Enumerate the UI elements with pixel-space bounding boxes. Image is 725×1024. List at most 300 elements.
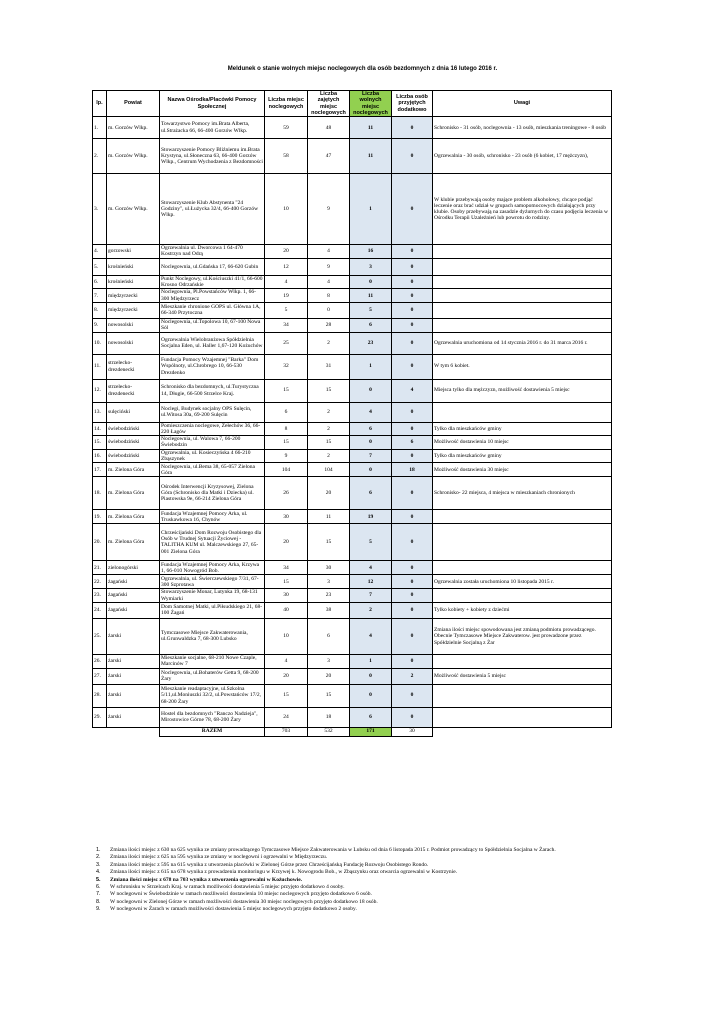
cell-powiat: m. Zielona Góra: [107, 463, 160, 477]
cell-wolne: 11: [350, 117, 392, 139]
table-row: [93, 302, 612, 318]
document-title: Meldunek o stanie wolnych miejsc noclegowych dla osób bezdomnych z dnia 16 lutego 2016 r.: [227, 66, 498, 72]
cell-miejsca: 30: [265, 589, 308, 603]
cell-wolne: 6: [350, 422, 392, 436]
cell-lp: 11.: [93, 354, 107, 379]
cell-zajete: 2: [308, 422, 350, 436]
cell-wolne: 23: [350, 332, 392, 354]
cell-nazwa: Mieszkanie socjalne, 68-210 Nowe Czaple, Marcinów 7: [160, 654, 265, 668]
note-text: W schronisku w Strzelcach Kraj. w ramach możliwości dostawienia 5 miejsc przyjęto dodatkowo 4 osoby.: [110, 884, 345, 891]
cell-wolne: 4: [350, 618, 392, 654]
cell-miejsca: 25: [265, 332, 308, 354]
cell-lp: 22.: [93, 575, 107, 589]
cell-uwagi: Tylko dla mieszkańców gminy: [433, 422, 612, 436]
cell-uwagi: Możliwość dostawienia 5 miejsc: [433, 668, 612, 684]
cell-powiat: żarski: [107, 707, 160, 727]
cell-nazwa: Noclegownia, ul.Topolowa 10, 67-100 Nowa Sól: [160, 318, 265, 332]
table-row: [93, 174, 612, 245]
cell-zajete: 47: [308, 139, 350, 174]
cell-lp: 17.: [93, 463, 107, 477]
cell-dodatkowe: 0: [392, 707, 433, 727]
cell-powiat: sulęciński: [107, 402, 160, 422]
cell-dodatkowe: 0: [392, 575, 433, 589]
table-body: [93, 117, 612, 727]
cell-powiat: żarski: [107, 618, 160, 654]
cell-lp: 21.: [93, 561, 107, 575]
cell-nazwa: Noclegownia, ul.Bohaterów Getta 9, 68-200 Żary: [160, 668, 265, 684]
cell-uwagi: [433, 302, 612, 318]
cell-dodatkowe: 2: [392, 668, 433, 684]
cell-uwagi: Ogrzewalnia - 30 osób, schronisko - 23 osób (6 kobiet, 17 mężczyzn),: [433, 139, 612, 174]
cell-lp: 27.: [93, 668, 107, 684]
cell-miejsca: 15: [265, 436, 308, 450]
header-powiat: Powiat: [107, 91, 160, 117]
cell-dodatkowe: 0: [392, 258, 433, 275]
cell-uwagi: Tylko dla mieszkańców gminy: [433, 449, 612, 463]
table-row: [93, 510, 612, 524]
cell-powiat: strzelecko-drezdenecki: [107, 354, 160, 379]
cell-uwagi: Miejsca tylko dla mężczyzn, możliwość dostawienia 5 miejsc: [433, 379, 612, 402]
cell-wolne: 12: [350, 575, 392, 589]
note-text: W noclegowni w Żarach w ramach możliwości dostawienia 5 miejsc noclegowych przyjęto dodatkowo 2 osoby.: [110, 906, 357, 913]
cell-lp: 18.: [93, 477, 107, 510]
cell-zajete: 28: [308, 318, 350, 332]
note-text: Zmiana ilości miejsc z 625 na 595 wynika ze zmiany w noclegowni i ogrzewalni w Międzyrzeczu.: [110, 854, 328, 861]
note-number: 6.: [96, 884, 101, 891]
cell-lp: 2.: [93, 139, 107, 174]
cell-nazwa: Noclegownia, ul.Gdańska 17, 66-620 Gubin: [160, 258, 265, 275]
cell-uwagi: W klubie przebywają osoby mające problem alkoholowy, chcące podjąć leczenie oraz brać udział w grupach samopomocowych działających przy klubie. Osoby przebywają na zasadzie dyżurnych do czasu podjęcia leczenia w Ośrodku Terapii Uzależnień lub powrotu do rodziny.: [433, 174, 612, 245]
cell-uwagi: [433, 402, 612, 422]
cell-lp: 8.: [93, 302, 107, 318]
cell-dodatkowe: 0: [392, 684, 433, 707]
cell-uwagi: Schronisko- 22 miejsca, 4 miejsca w mieszkaniach chronionych: [433, 477, 612, 510]
cell-dodatkowe: 0: [392, 477, 433, 510]
cell-dodatkowe: 0: [392, 422, 433, 436]
cell-miejsca: 30: [265, 510, 308, 524]
header-liczba-miejsc: Liczba miejsc noclegowych: [265, 91, 308, 117]
cell-nazwa: Noclegownia, Pl.Powstańców Wlkp. 1, 66-300 Międzyrzecz: [160, 289, 265, 303]
notes-list: [96, 847, 696, 914]
cell-zajete: 3: [308, 654, 350, 668]
cell-miejsca: 12: [265, 258, 308, 275]
cell-dodatkowe: 0: [392, 449, 433, 463]
cell-zajete: 4: [308, 245, 350, 259]
cell-powiat: żagański: [107, 575, 160, 589]
table-row: [93, 654, 612, 668]
cell-zajete: 15: [308, 379, 350, 402]
cell-nazwa: Fundacja Pomocy Wzajemnej "Barka" Dom Wspólnoty, ul.Chrobrego 10, 66-530 Drezdenko: [160, 354, 265, 379]
cell-dodatkowe: 0: [392, 589, 433, 603]
cell-nazwa: Fundacja Wzajemnej Pomocy Arka, ul. Truskawkowa 16, Chynów: [160, 510, 265, 524]
cell-wolne: 4: [350, 402, 392, 422]
table-row: [93, 436, 612, 450]
cell-wolne: 1: [350, 654, 392, 668]
cell-zajete: 48: [308, 117, 350, 139]
cell-powiat: m. Zielona Góra: [107, 524, 160, 561]
cell-powiat: świebodziński: [107, 436, 160, 450]
note-number: 8.: [96, 898, 101, 905]
table-row: [93, 449, 612, 463]
cell-uwagi: W tym 6 kobiet.: [433, 354, 612, 379]
cell-powiat: m. Zielona Góra: [107, 510, 160, 524]
cell-miejsca: 5: [265, 302, 308, 318]
note-item: [96, 906, 696, 913]
cell-wolne: 3: [350, 258, 392, 275]
cell-powiat: gorzowski: [107, 245, 160, 259]
cell-zajete: 6: [308, 618, 350, 654]
cell-powiat: świebodziński: [107, 449, 160, 463]
cell-wolne: 6: [350, 707, 392, 727]
cell-nazwa: Tymczasowe Miejsce Zakwaterowania, ul.Grunwaldzka 7, 68-300 Lubsko: [160, 618, 265, 654]
cell-zajete: 2: [308, 449, 350, 463]
cell-nazwa: Hostel dla bezdomnych "Ranczo Nadzieja", Mirostowice Górne 78, 68-200 Żary: [160, 707, 265, 727]
cell-uwagi: Możliwość dostawienia 30 miejsc: [433, 463, 612, 477]
cell-powiat: m. Zielona Góra: [107, 477, 160, 510]
header-wolne: Liczba wolnych miejsc noclegowych: [350, 91, 392, 117]
cell-lp: 25.: [93, 618, 107, 654]
cell-zajete: 15: [308, 684, 350, 707]
cell-miejsca: 15: [265, 379, 308, 402]
cell-uwagi: [433, 275, 612, 289]
cell-lp: 13.: [93, 402, 107, 422]
cell-nazwa: Stowarzyszenie Pomocy Bliźniemu im.Brata Krystyna, ul.Słoneczna 63, 66-400 Gorzów Wlkp., Centrum Wychodzenia z Bezdomności: [160, 139, 265, 174]
cell-miejsca: 8: [265, 422, 308, 436]
table-row: [93, 354, 612, 379]
total-spacer: [93, 727, 107, 736]
cell-dodatkowe: 0: [392, 654, 433, 668]
cell-powiat: międzyrzecki: [107, 302, 160, 318]
cell-miejsca: 32: [265, 354, 308, 379]
cell-nazwa: Ogrzewalnia, ul. Kosieczyńska 4 66-210 Zbąszynek: [160, 449, 265, 463]
cell-zajete: 38: [308, 602, 350, 618]
cell-lp: 23.: [93, 589, 107, 603]
cell-wolne: 11: [350, 289, 392, 303]
cell-uwagi: [433, 589, 612, 603]
table-row: [93, 618, 612, 654]
cell-lp: 15.: [93, 436, 107, 450]
cell-dodatkowe: 0: [392, 561, 433, 575]
cell-uwagi: [433, 510, 612, 524]
cell-zajete: 9: [308, 258, 350, 275]
cell-wolne: 0: [350, 668, 392, 684]
cell-wolne: 6: [350, 477, 392, 510]
cell-powiat: nowosolski: [107, 318, 160, 332]
header-zajete: Liczba zajętych miejsc noclegowych: [308, 91, 350, 117]
cell-nazwa: Chrześcijański Dom Rozwoju Osobistego dla Osób w Trudnej Sytuacji Życiowej - TALITHA KUM ul. Malczewskiego 27, 65-001 Zielona Góra: [160, 524, 265, 561]
cell-miejsca: 10: [265, 174, 308, 245]
table-row: [93, 139, 612, 174]
cell-lp: 16.: [93, 449, 107, 463]
cell-wolne: 11: [350, 139, 392, 174]
cell-wolne: 4: [350, 561, 392, 575]
header-dodatkowe: Liczba osób przyjętych dodatkowo: [392, 91, 433, 117]
cell-wolne: 1: [350, 354, 392, 379]
note-text: Zmiana ilości miejsc z 678 na 703 wynika z utworzenia ogrzewalni w Kożuchowie.: [110, 876, 303, 883]
cell-lp: 19.: [93, 510, 107, 524]
cell-zajete: 15: [308, 436, 350, 450]
cell-powiat: m. Gorzów Wlkp.: [107, 139, 160, 174]
cell-lp: 29.: [93, 707, 107, 727]
cell-zajete: 9: [308, 174, 350, 245]
cell-miejsca: 34: [265, 561, 308, 575]
cell-zajete: 104: [308, 463, 350, 477]
cell-uwagi: [433, 654, 612, 668]
cell-dodatkowe: 0: [392, 354, 433, 379]
table-row: [93, 561, 612, 575]
cell-uwagi: [433, 561, 612, 575]
cell-miejsca: 4: [265, 275, 308, 289]
cell-wolne: 0: [350, 436, 392, 450]
cell-nazwa: Noclegownia, ul.Bema 38, 65-057 Zielona Góra: [160, 463, 265, 477]
cell-wolne: 2: [350, 602, 392, 618]
cell-miejsca: 34: [265, 318, 308, 332]
cell-dodatkowe: 0: [392, 139, 433, 174]
cell-powiat: żagański: [107, 589, 160, 603]
cell-miejsca: 6: [265, 402, 308, 422]
cell-wolne: 5: [350, 302, 392, 318]
cell-nazwa: Schronisko dla bezdomnych, ul.Turystyczna 14, Długie, 66-500 Strzelce Kraj.: [160, 379, 265, 402]
note-number: 3.: [96, 861, 101, 868]
cell-wolne: 16: [350, 245, 392, 259]
note-item: [96, 891, 696, 898]
cell-uwagi: [433, 684, 612, 707]
table-row: [93, 422, 612, 436]
note-number: 5.: [96, 876, 101, 883]
cell-nazwa: Mieszkanie readaptacyjne, ul.Szkolna 5/11,ul.Moniuszki 32/2, ul.Powstańców 17/2, 68-200 Żary: [160, 684, 265, 707]
cell-nazwa: Fundacja Wzajemnej Pomocy Arka, Krzywa 1, 66-010 Nowogród Bob.: [160, 561, 265, 575]
cell-zajete: 2: [308, 332, 350, 354]
cell-dodatkowe: 0: [392, 524, 433, 561]
header-nazwa: Nazwa Ośrodka/Placówki Pomocy Społecznej: [160, 91, 265, 117]
cell-zajete: 8: [308, 289, 350, 303]
cell-powiat: zielonogórski: [107, 561, 160, 575]
cell-nazwa: Noclegi, Budynek socjalny OPS Sulęcin, ul.Witosa 30a, 69-200 Sulęcin: [160, 402, 265, 422]
table-row: [93, 117, 612, 139]
cell-lp: 6.: [93, 275, 107, 289]
table-row: [93, 289, 612, 303]
cell-dodatkowe: 0: [392, 510, 433, 524]
cell-wolne: 5: [350, 524, 392, 561]
note-item: [96, 877, 696, 884]
note-item: [96, 869, 696, 876]
table-row: [93, 275, 612, 289]
cell-miejsca: 104: [265, 463, 308, 477]
table-row: [93, 245, 612, 259]
total-label: RAZEM: [160, 727, 265, 736]
cell-powiat: międzyrzecki: [107, 289, 160, 303]
table-row: [93, 602, 612, 618]
cell-zajete: 0: [308, 302, 350, 318]
cell-nazwa: Ogrzewalnia Wielobranżowa Spółdzielnia Socjalna Eden, ul. Haller 1,67-120 Kożuchów: [160, 332, 265, 354]
total-zajete: 532: [308, 727, 350, 736]
cell-miejsca: 10: [265, 618, 308, 654]
cell-dodatkowe: 0: [392, 245, 433, 259]
cell-dodatkowe: 18: [392, 463, 433, 477]
cell-nazwa: Ośrodek Interwencji Kryzysowej, Zielona Góra (Schronisko dla Matki i Dziecka) ul. Piastowska 9e, 66-214 Zielona Góra: [160, 477, 265, 510]
cell-powiat: krośnieński: [107, 258, 160, 275]
cell-lp: 1.: [93, 117, 107, 139]
table-row: [93, 477, 612, 510]
cell-powiat: żarski: [107, 654, 160, 668]
total-miejsca: 703: [265, 727, 308, 736]
cell-powiat: świebodziński: [107, 422, 160, 436]
cell-nazwa: Stowarzyszenie Klub Abstynenta "24 Godziny", ul.Łużycka 32/4, 66-400 Gorzów Wlkp.: [160, 174, 265, 245]
cell-uwagi: [433, 524, 612, 561]
total-row: [93, 727, 612, 736]
note-text: Zmiana ilości miejsc z 615 na 678 wynika z prowadzenia monitoringu w Krzywej k. Nowogrodu Bob., w Zbąszynku oraz otwarcia ogrzewalni w Kostrzynie.: [110, 869, 458, 876]
cell-miejsca: 24: [265, 707, 308, 727]
cell-lp: 10.: [93, 332, 107, 354]
cell-lp: 9.: [93, 318, 107, 332]
cell-zajete: 30: [308, 561, 350, 575]
cell-dodatkowe: 0: [392, 275, 433, 289]
cell-uwagi: [433, 245, 612, 259]
cell-zajete: 3: [308, 575, 350, 589]
total-wolne: 171: [350, 727, 392, 736]
table-row: [93, 318, 612, 332]
cell-zajete: 20: [308, 668, 350, 684]
cell-zajete: 31: [308, 354, 350, 379]
cell-dodatkowe: 4: [392, 379, 433, 402]
cell-miejsca: 15: [265, 684, 308, 707]
cell-wolne: 0: [350, 684, 392, 707]
cell-lp: 14.: [93, 422, 107, 436]
cell-dodatkowe: 0: [392, 602, 433, 618]
cell-wolne: 7: [350, 589, 392, 603]
cell-zajete: 4: [308, 275, 350, 289]
note-number: 4.: [96, 869, 101, 876]
table-row: [93, 463, 612, 477]
note-item: [96, 862, 696, 869]
cell-powiat: żarski: [107, 684, 160, 707]
cell-uwagi: [433, 318, 612, 332]
table-row: [93, 707, 612, 727]
cell-dodatkowe: 0: [392, 174, 433, 245]
table-row: [93, 589, 612, 603]
cell-lp: 12.: [93, 379, 107, 402]
cell-dodatkowe: 0: [392, 402, 433, 422]
cell-dodatkowe: 0: [392, 289, 433, 303]
cell-lp: 28.: [93, 684, 107, 707]
cell-wolne: 1: [350, 174, 392, 245]
cell-uwagi: Ogrzewalnia została uruchomiona 10 listopada 2015 r.: [433, 575, 612, 589]
cell-powiat: żagański: [107, 602, 160, 618]
cell-uwagi: [433, 258, 612, 275]
cell-nazwa: Mieszkanie chronione GOPS ul. Główna 1A, 66-340 Przytoczna: [160, 302, 265, 318]
note-text: Zmiana ilości miejsc z 630 na 625 wynika ze zmiany prowadzącego Tymczasowe Miejsce Zakwaterowania w Lubsku od dnia 6 listopada 2015 r. Podmiot prowadzący to Spółdzielnia Socjalna w Żarach.: [110, 847, 556, 853]
cell-nazwa: Pomieszczenia noclegowe, Zełechów 36, 66-220 Łagów: [160, 422, 265, 436]
header-row: [93, 91, 612, 117]
cell-lp: 7.: [93, 289, 107, 303]
note-item: [96, 854, 696, 861]
table-row: [93, 402, 612, 422]
cell-wolne: 0: [350, 379, 392, 402]
cell-lp: 4.: [93, 245, 107, 259]
cell-miejsca: 40: [265, 602, 308, 618]
cell-zajete: 15: [308, 524, 350, 561]
cell-zajete: 18: [308, 707, 350, 727]
cell-dodatkowe: 6: [392, 436, 433, 450]
cell-dodatkowe: 0: [392, 332, 433, 354]
cell-miejsca: 9: [265, 449, 308, 463]
cell-uwagi: [433, 289, 612, 303]
note-text: W noclegowni w Świebodzinie w ramach możliwości dostawienia 10 miejsc noclegowych przyjęto dodatkowo 6 osób.: [110, 891, 372, 898]
table-row: [93, 575, 612, 589]
cell-powiat: nowosolski: [107, 332, 160, 354]
cell-powiat: m. Gorzów Wlkp.: [107, 117, 160, 139]
cell-miejsca: 20: [265, 668, 308, 684]
note-text: Zmiana ilości miejsc z 595 na 615 wynika z utworzenia placówki w Zielonej Górze przez Chrześcijańską Fundację Rozwoju Osobistego Rondo.: [110, 861, 429, 868]
cell-nazwa: Ogrzewalnia, ul. Świerczewskiego 7/31, 67-300 Szprotawa: [160, 575, 265, 589]
cell-nazwa: Stowarzyszenie Monar, Lutynka 19, 68-131 Wymiarki: [160, 589, 265, 603]
cell-nazwa: Ogrzewalnia ul. Dworcowa 1 64-470 Kostrzyn nad Odrą: [160, 245, 265, 259]
cell-miejsca: 4: [265, 654, 308, 668]
cell-uwagi: Ogrzewalnia uruchomiona od 14 stycznia 2016 r. do 31 marca 2016 r.: [433, 332, 612, 354]
cell-wolne: 7: [350, 449, 392, 463]
note-text: W noclegowni w Zielonej Górze w ramach możliwości dostawienia 30 miejsc noclegowych przyjęto dodatkowo 18 osób.: [110, 898, 378, 905]
cell-uwagi: Zmiana ilości miejsc spowodowana jest zmianą podmiotu prowadzącego. Obecnie Tymczasowe Miejsce Zakwaterow. jest prowadzone przez Spółdzielnie Socjalną z Żar: [433, 618, 612, 654]
cell-wolne: 0: [350, 463, 392, 477]
cell-miejsca: 59: [265, 117, 308, 139]
cell-zajete: 20: [308, 477, 350, 510]
cell-miejsca: 26: [265, 477, 308, 510]
cell-dodatkowe: 0: [392, 318, 433, 332]
cell-dodatkowe: 0: [392, 302, 433, 318]
cell-nazwa: Punkt Noclegowy, ul.Kościuszki 41/1, 66-600 Krosno Odrzańskie: [161, 275, 263, 289]
cell-powiat: żarski: [107, 668, 160, 684]
shelter-table: [92, 90, 612, 737]
cell-uwagi: Możliwość dostawienia 10 miejsc: [433, 436, 612, 450]
cell-wolne: 6: [350, 318, 392, 332]
cell-powiat: krośnieński: [107, 275, 160, 289]
cell-uwagi: Schronisko - 31 osób, noclegownia - 13 osób, mieszkania treningowe - 8 osób: [433, 117, 612, 139]
total-dodatkowe: 30: [392, 727, 433, 736]
total-spacer: [107, 727, 160, 736]
cell-zajete: 2: [308, 402, 350, 422]
header-uwagi: Uwagi: [433, 91, 612, 117]
cell-lp: 26.: [93, 654, 107, 668]
cell-nazwa: Towarzystwo Pomocy im.Brata Alberta, ul.Strażacka 66, 66-400 Gorzów Wlkp.: [160, 117, 265, 139]
cell-zajete: 23: [308, 589, 350, 603]
note-number: 2.: [96, 854, 101, 861]
cell-miejsca: 20: [265, 524, 308, 561]
table-row: [93, 379, 612, 402]
note-item: [96, 847, 696, 854]
cell-lp: 20.: [93, 524, 107, 561]
cell-nazwa: Dom Samotnej Matki, ul.Piłsudskiego 21, 68-100 Żagań: [160, 602, 265, 618]
cell-wolne: 0: [350, 275, 392, 289]
cell-powiat: strzelecko-drezdenecki: [107, 379, 160, 402]
note-number: 1.: [96, 847, 101, 853]
cell-powiat: m. Gorzów Wlkp.: [107, 174, 160, 245]
cell-miejsca: 15: [265, 575, 308, 589]
cell-wolne: 19: [350, 510, 392, 524]
total-spacer: [433, 727, 612, 736]
table-row: [93, 258, 612, 275]
note-number: 7.: [96, 891, 101, 898]
table-row: [93, 524, 612, 561]
cell-dodatkowe: 0: [392, 117, 433, 139]
cell-lp: 24.: [93, 602, 107, 618]
header-lp: lp.: [93, 91, 107, 117]
cell-miejsca: 58: [265, 139, 308, 174]
cell-lp: 5.: [93, 258, 107, 275]
note-number: 9.: [96, 906, 101, 913]
cell-zajete: 11: [308, 510, 350, 524]
cell-dodatkowe: 0: [392, 618, 433, 654]
cell-nazwa: Noclegownia, ul. Walowa 7, 66-200 Świebodzin: [160, 436, 265, 450]
